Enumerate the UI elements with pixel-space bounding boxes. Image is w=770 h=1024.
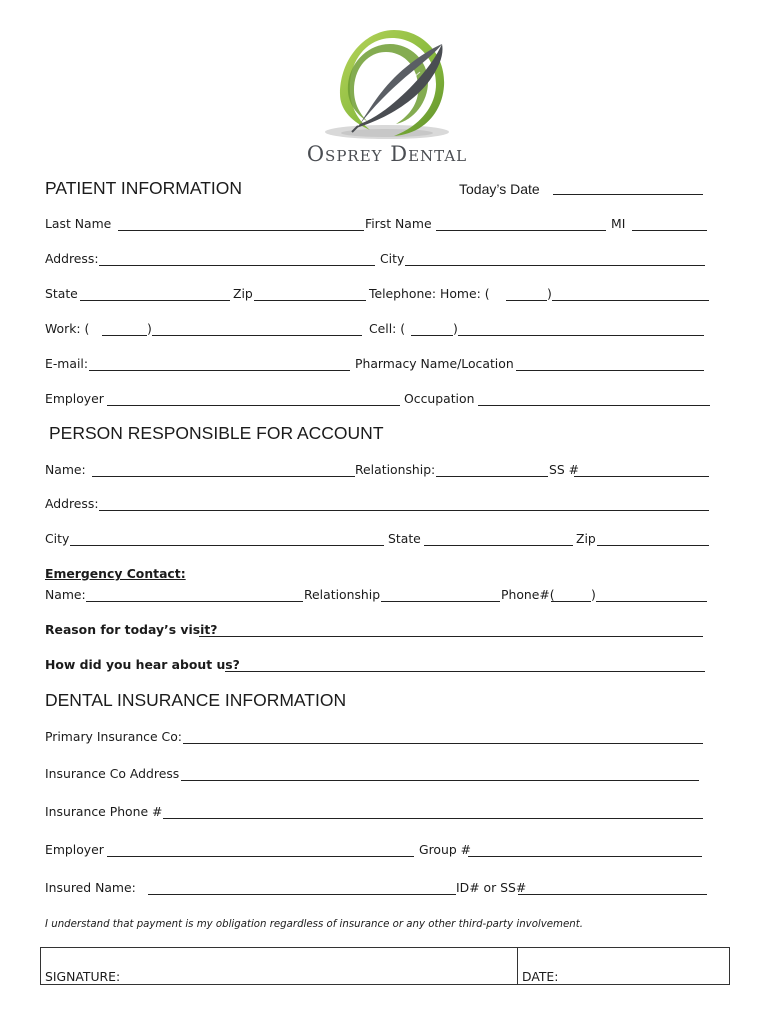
last-name-label: Last Name — [45, 216, 112, 231]
id-ss-field[interactable] — [518, 894, 707, 895]
cell-area-code-field[interactable] — [411, 335, 453, 336]
home-close-paren: ) — [547, 286, 552, 301]
emergency-relationship-label: Relationship — [304, 587, 381, 602]
work-close-paren: ) — [147, 321, 152, 336]
signature-label: SIGNATURE: — [45, 969, 121, 984]
cell-phone-field[interactable] — [458, 335, 704, 336]
mi-field[interactable] — [632, 230, 707, 231]
pharmacy-label: Pharmacy Name/Location — [355, 356, 514, 371]
primary-insurance-field[interactable] — [183, 743, 703, 744]
home-area-code-field[interactable] — [506, 300, 547, 301]
cell-close-paren: ) — [453, 321, 458, 336]
insurance-employer-field[interactable] — [107, 856, 414, 857]
responsible-address-field[interactable] — [99, 510, 709, 511]
responsible-address-label: Address: — [45, 496, 99, 511]
responsible-relationship-field[interactable] — [436, 476, 548, 477]
responsible-relationship-label: Relationship: — [355, 462, 436, 477]
state-field[interactable] — [80, 300, 230, 301]
payment-disclaimer: I understand that payment is my obligation regardless of insurance or any other third-party involvement. — [45, 919, 583, 930]
email-label: E-mail: — [45, 356, 89, 371]
id-ss-label: ID# or SS# — [456, 880, 527, 895]
responsible-city-label: City — [45, 531, 70, 546]
emergency-phone-field[interactable] — [596, 601, 707, 602]
responsible-ss-field[interactable] — [574, 476, 709, 477]
responsible-state-field[interactable] — [424, 545, 573, 546]
mi-label: MI — [611, 216, 626, 231]
responsible-city-field[interactable] — [70, 545, 384, 546]
visit-reason-field[interactable] — [199, 636, 703, 637]
employer-field[interactable] — [107, 405, 400, 406]
emergency-contact-heading: Emergency Contact: — [45, 566, 186, 581]
pharmacy-field[interactable] — [516, 370, 704, 371]
emergency-name-label: Name: — [45, 587, 86, 602]
last-name-field[interactable] — [118, 230, 364, 231]
work-area-code-field[interactable] — [102, 335, 147, 336]
first-name-field[interactable] — [436, 230, 606, 231]
responsible-zip-field[interactable] — [597, 545, 709, 546]
responsible-zip-label: Zip — [576, 531, 596, 546]
address-label: Address: — [45, 251, 99, 266]
visit-reason-label: Reason for today’s visit? — [45, 622, 218, 637]
patient-info-heading: PATIENT INFORMATION — [45, 178, 243, 198]
occupation-field[interactable] — [478, 405, 710, 406]
osprey-dental-logo — [282, 22, 492, 170]
todays-date-label: Today’s Date — [459, 181, 540, 197]
insurance-address-field[interactable] — [181, 780, 699, 781]
responsible-name-label: Name: — [45, 462, 86, 477]
responsible-heading: PERSON RESPONSIBLE FOR ACCOUNT — [49, 423, 384, 443]
occupation-label: Occupation — [404, 391, 475, 406]
group-label: Group # — [419, 842, 472, 857]
brand-name: Osprey Dental — [306, 142, 468, 166]
hear-about-field[interactable] — [225, 671, 705, 672]
cell-label: Cell: ( — [369, 321, 406, 336]
emergency-name-field[interactable] — [86, 601, 303, 602]
emergency-phone-label: Phone#( — [501, 587, 555, 602]
email-field[interactable] — [89, 370, 350, 371]
telephone-home-label: Telephone: Home: ( — [369, 286, 490, 301]
signature-divider — [517, 948, 518, 984]
first-name-label: First Name — [365, 216, 432, 231]
todays-date-field[interactable] — [553, 194, 703, 195]
responsible-ss-label: SS # — [549, 462, 580, 477]
insurance-phone-label: Insurance Phone # — [45, 804, 163, 819]
primary-insurance-label: Primary Insurance Co: — [45, 729, 182, 744]
insured-name-field[interactable] — [148, 894, 456, 895]
insured-name-label: Insured Name: — [45, 880, 136, 895]
responsible-name-field[interactable] — [92, 476, 355, 477]
emergency-area-code-field[interactable] — [551, 601, 591, 602]
insurance-heading: DENTAL INSURANCE INFORMATION — [45, 690, 347, 710]
home-phone-field[interactable] — [552, 300, 709, 301]
zip-field[interactable] — [254, 300, 366, 301]
city-field[interactable] — [405, 265, 705, 266]
employer-label: Employer — [45, 391, 104, 406]
zip-label: Zip — [233, 286, 253, 301]
signature-box — [40, 947, 730, 985]
work-phone-field[interactable] — [152, 335, 362, 336]
date-label: DATE: — [522, 969, 559, 984]
work-label: Work: ( — [45, 321, 90, 336]
emergency-close-paren: ) — [591, 587, 596, 602]
insurance-address-label: Insurance Co Address — [45, 766, 180, 781]
group-field[interactable] — [468, 856, 702, 857]
state-label: State — [45, 286, 78, 301]
emergency-relationship-field[interactable] — [381, 601, 500, 602]
city-label: City — [380, 251, 405, 266]
responsible-state-label: State — [388, 531, 421, 546]
insurance-phone-field[interactable] — [163, 818, 703, 819]
hear-about-label: How did you hear about us? — [45, 657, 240, 672]
address-field[interactable] — [99, 265, 375, 266]
insurance-employer-label: Employer — [45, 842, 104, 857]
